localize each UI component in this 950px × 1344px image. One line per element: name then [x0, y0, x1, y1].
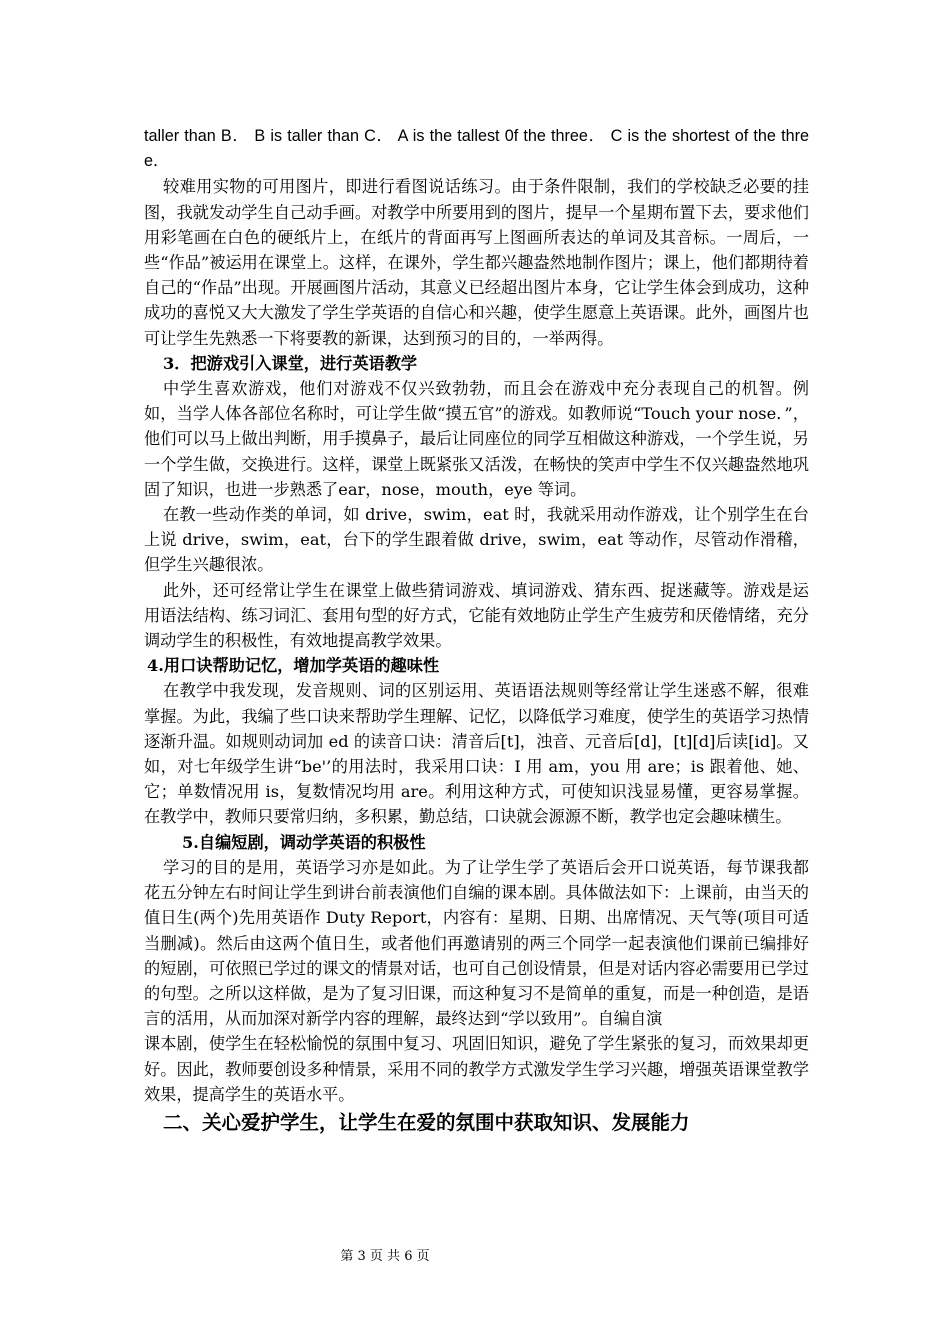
section-heading: 5.自编短剧，调动学英语的积极性: [182, 832, 426, 852]
paragraph: 在教学中我发现，发音规则、词的区别运用、英语语法规则等经常让学生迷惑不解，很难掌握。为此，我编了些口诀来帮助学生理解、记忆，以降低学习难度，使学生的英语学习热情逐渐升温。如规则动词加 ed 的读音口诀：清音后[t]，浊音、元音后[d]，[t][d]后读[id]。又如，对七年级学生讲“be'’的用法时，我采用口诀：I 用 am，you 用 are；is 跟着他、她、它；单数情况用 is，复数情况均用 are。利用这种方式，可使知识浅显易懂，更容易掌握。在教学中，教师只要常归纳，多积累，勤总结，口诀就会源源不断，教学也定会趣味横生。: [144, 681, 809, 827]
paragraph: 中学生喜欢游戏，他们对游戏不仅兴致勃勃，而且会在游戏中充分表现自己的机智。例如，当学人体各部位名称时，可让学生做“摸五官”的游戏。如教师说“Touch your nose．”，他们可以马上做出判断，用手摸鼻子，最后让同座位的同学互相做这种游戏，一个学生说，另一个学生做，交换进行。这样，课堂上既紧张又活泼，在畅快的笑声中学生不仅兴趣盎然地巩固了知识，也进一步熟悉了ear，nose，mouth，eye 等词。: [144, 379, 809, 499]
document-body: [144, 124, 809, 1139]
section-heading: 4.用口诀帮助记忆，增加学英语的趣味性: [147, 656, 440, 676]
section-heading: 3．把游戏引入课堂，进行英语教学: [163, 353, 418, 373]
paragraph: 在教一些动作类的单词，如 drive，swim，eat 时，我就采用动作游戏，让个别学生在台上说 drive，swim，eat，台下的学生跟着做 drive，swim，eat 等动作，尽管动作滑稽，但学生兴趣很浓。: [144, 505, 809, 575]
chapter-heading: 二、关心爱护学生，让学生在爱的氛围中获取知识、发展能力: [163, 1110, 690, 1134]
paragraph: taller than B． B is taller than C． A is the tallest 0f the three． C is the shortest of the three．: [144, 127, 809, 171]
page-number: 第 3 页 共 6 页: [340, 1249, 430, 1264]
paragraph: 此外，还可经常让学生在课堂上做些猜词游戏、填词游戏、猜东西、捉迷藏等。游戏是运用语法结构、练习词汇、套用句型的好方式，它能有效地防止学生产生疲劳和厌倦情绪，充分调动学生的积极性，有效地提高教学效果。: [144, 580, 809, 651]
paragraph: 课本剧，使学生在轻松愉悦的氛围中复习、巩固旧知识，避免了学生紧张的复习，而效果却更好。因此，教师要创设多种情景，采用不同的教学方式激发学生学习兴趣，增强英语课堂教学效果，提高学生的英语水平。: [144, 1034, 809, 1104]
paragraph: 学习的目的是用，英语学习亦是如此。为了让学生学了英语后会开口说英语，每节课我都花五分钟左右时间让学生到讲台前表演他们自编的课本剧。具体做法如下：上课前，由当天的值日生(两个)先用英语作 Duty Report，内容有：星期、日期、出席情况、天气等(项目可适当删减)。然后由这两个值日生，或者他们再邀请别的两三个同学一起表演他们课前已编排好的短剧，可依照已学过的课文的情景对话，也可自己创设情景，但是对话内容必需要用已学过的句型。之所以这样做，是为了复习旧课，而这种复习不是简单的重复，而是一种创造，是语言的活用，从而加深对新学内容的理解，最终达到“学以致用”。自编自演: [144, 857, 809, 1029]
page-footer: [0, 1245, 950, 1264]
paragraph: 较难用实物的可用图片，即进行看图说话练习。由于条件限制，我们的学校缺乏必要的挂图，我就发动学生自己动手画。对教学中所要用到的图片，提早一个星期布置下去，要求他们用彩笔画在白色的硬纸片上，在纸片的背面再写上图画所表达的单词及其音标。一周后，一些“作品”被运用在课堂上。这样，在课外，学生都兴趣盎然地制作图片；课上，他们都期待着自己的“作品”出现。开展画图片活动，其意义已经超出图片本身，它让学生体会到成功，这种成功的喜悦又大大激发了学生学英语的自信心和兴趣，使学生愿意上英语课。此外，画图片也可让学生先熟悉一下将要教的新课，达到预习的目的，一举两得。: [144, 177, 809, 348]
